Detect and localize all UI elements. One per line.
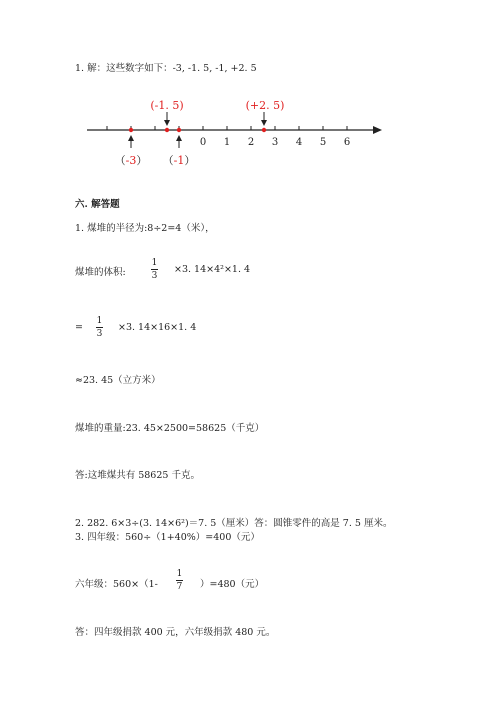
number-line-arrow-icon [373,126,382,134]
q1-eq-sign: = [75,322,83,333]
fraction-one-seventh: 1 7 [176,569,183,592]
q1-eq-rest: ×3. 14×16×1. 4 [118,322,197,333]
q3-grade6-right: ）=480（元） [200,579,265,590]
q1-answer: 答:这堆煤共有 58625 千克。 [75,470,200,481]
point-minus-1 [177,128,181,132]
section-title: 六. 解答题 [75,199,120,210]
fraction-one-third: 1 3 [96,316,103,339]
q3-answer: 答：四年级捐款 400 元，六年级捐款 480 元。 [75,627,276,638]
arrow-up-icon [176,135,182,141]
tick-label: 1 [223,137,231,148]
q1-volume-label: 煤堆的体积: [75,267,126,278]
arrow-down-icon [261,120,267,126]
label-minus-3: （-3） [114,154,148,167]
point-minus-3 [129,128,133,132]
label-minus-1-5: (-1. 5) [150,99,184,112]
tick-label: 0 [199,137,207,148]
label-plus-2-5: (+2. 5) [245,99,285,112]
tick-label: 3 [271,137,279,148]
q3-grade6-left: 六年级：560×（1- [75,579,158,590]
arrow-up-icon [128,135,134,141]
q1-approx: ≈23. 45（立方米） [75,375,161,386]
tick-label: 2 [247,137,255,148]
q1-volume-rest: ×3. 14×4²×1. 4 [174,264,251,275]
tick-label: 6 [343,137,351,148]
point-minus-1-5 [165,128,169,132]
tick-label: 5 [319,137,327,148]
number-line [0,92,500,192]
arrow-down-icon [164,120,170,126]
q3-line-1: 3. 四年级：560÷（1+40%）=400（元） [75,532,260,543]
answer-1-text: 1. 解：这些数字如下：-3, -1. 5, -1, +2. 5 [75,63,257,74]
point-plus-2-5 [262,128,266,132]
q2-line: 2. 282. 6×3÷(3. 14×6²)＝7. 5（厘米）答：圆锥零件的高是 7. 5 厘米。 [75,518,393,529]
q1-weight: 煤堆的重量:23. 45×2500=58625（千克） [75,423,265,434]
q1-radius: 1. 煤堆的半径为:8÷2=4（米）， [75,223,215,234]
tick-label: 4 [295,137,303,148]
fraction-one-third: 1 3 [151,258,158,281]
label-minus-1: （-1） [162,154,196,167]
